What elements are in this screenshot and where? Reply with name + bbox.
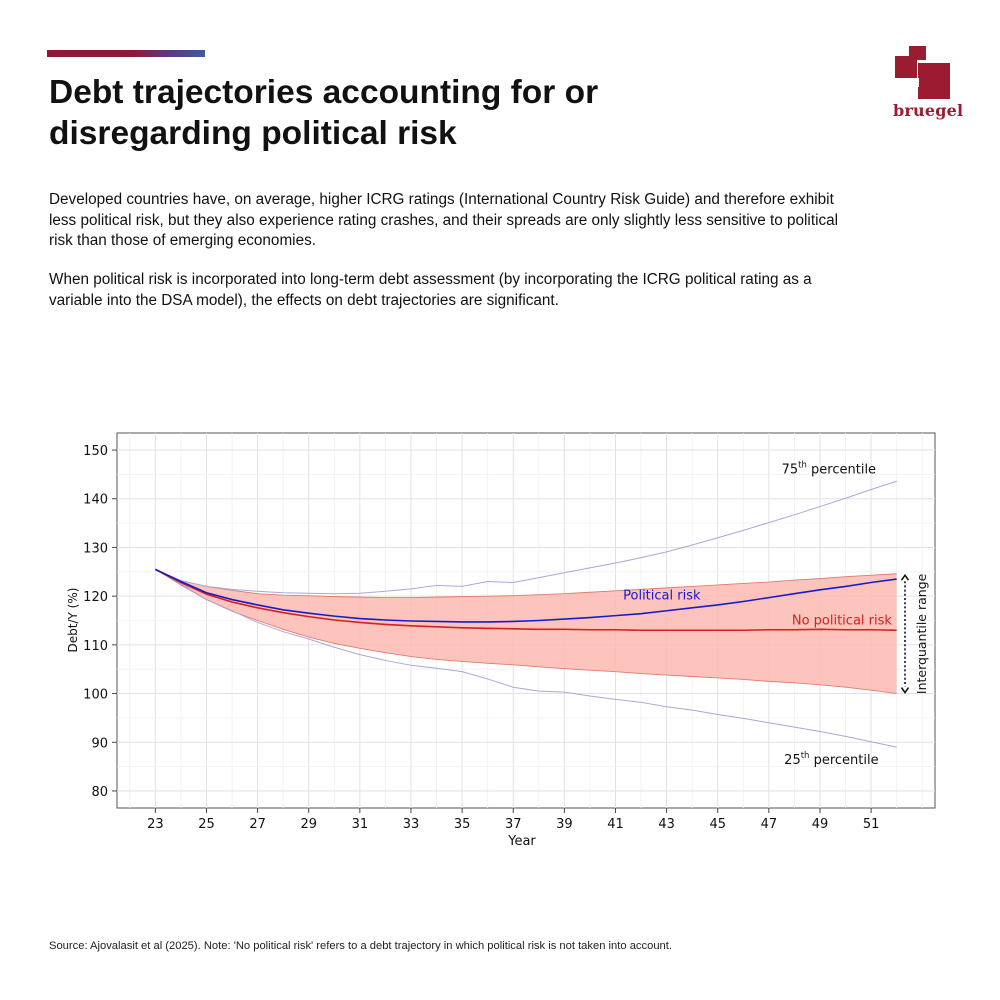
interquantile-label: Interquantile range (914, 573, 929, 695)
y-axis-label: Debt/Y (%) (66, 587, 80, 653)
x-tick-label: 29 (300, 817, 317, 832)
x-tick-label: 35 (453, 817, 471, 832)
p25-label: 25th percentile (784, 751, 879, 769)
x-tick-label: 39 (556, 817, 573, 832)
x-tick-label: 45 (709, 817, 726, 832)
x-tick-label: 51 (862, 817, 880, 832)
debt-trajectory-chart (0, 420, 1000, 850)
x-axis-ticks (147, 808, 879, 832)
y-tick-label: 150 (83, 444, 108, 460)
logo-text: bruegel (893, 101, 964, 120)
y-tick-label: 140 (83, 492, 108, 508)
top-accent-bar (47, 50, 205, 57)
x-tick-label: 41 (607, 817, 624, 832)
political-risk-label: Political risk (623, 588, 701, 604)
x-tick-label: 47 (760, 817, 778, 832)
x-tick-label: 49 (811, 817, 829, 832)
x-tick-label: 31 (351, 817, 369, 832)
x-axis-label: Year (508, 834, 536, 849)
x-tick-label: 33 (402, 817, 420, 832)
y-tick-label: 100 (83, 687, 108, 703)
method-paragraph: When political risk is incorporated into long-term debt assessment (by incorporating the ICRG political rating as a variable into the DSA model), the effects on debt trajectories are significant. (49, 271, 812, 309)
x-tick-label: 23 (147, 817, 164, 832)
x-tick-label: 25 (198, 817, 215, 832)
x-tick-label: 37 (504, 817, 522, 832)
source-note: Source: Ajovalasit et al (2025). Note: 'No political risk' refers to a debt trajectory in which political risk is not taken into account. (49, 940, 672, 952)
y-tick-label: 80 (91, 784, 108, 800)
y-tick-label: 110 (83, 638, 108, 654)
x-tick-label: 43 (658, 817, 675, 832)
page-title: Debt trajectories accounting for or disregarding political risk (49, 74, 599, 152)
y-tick-label: 120 (83, 590, 108, 606)
y-axis-ticks (83, 444, 117, 800)
x-tick-label: 27 (249, 817, 266, 832)
p75-label: 75th percentile (781, 460, 877, 478)
y-tick-label: 130 (83, 541, 108, 557)
intro-paragraph: Developed countries have, on average, higher ICRG ratings (International Country Risk Guide) and therefore exhibit less political risk, but they also experience rating crashes, and their spreads are only slightly less sensitive to political risk than those of emerging economies. (49, 191, 839, 249)
no-political-risk-label: No political risk (791, 613, 892, 629)
y-tick-label: 90 (91, 736, 108, 752)
